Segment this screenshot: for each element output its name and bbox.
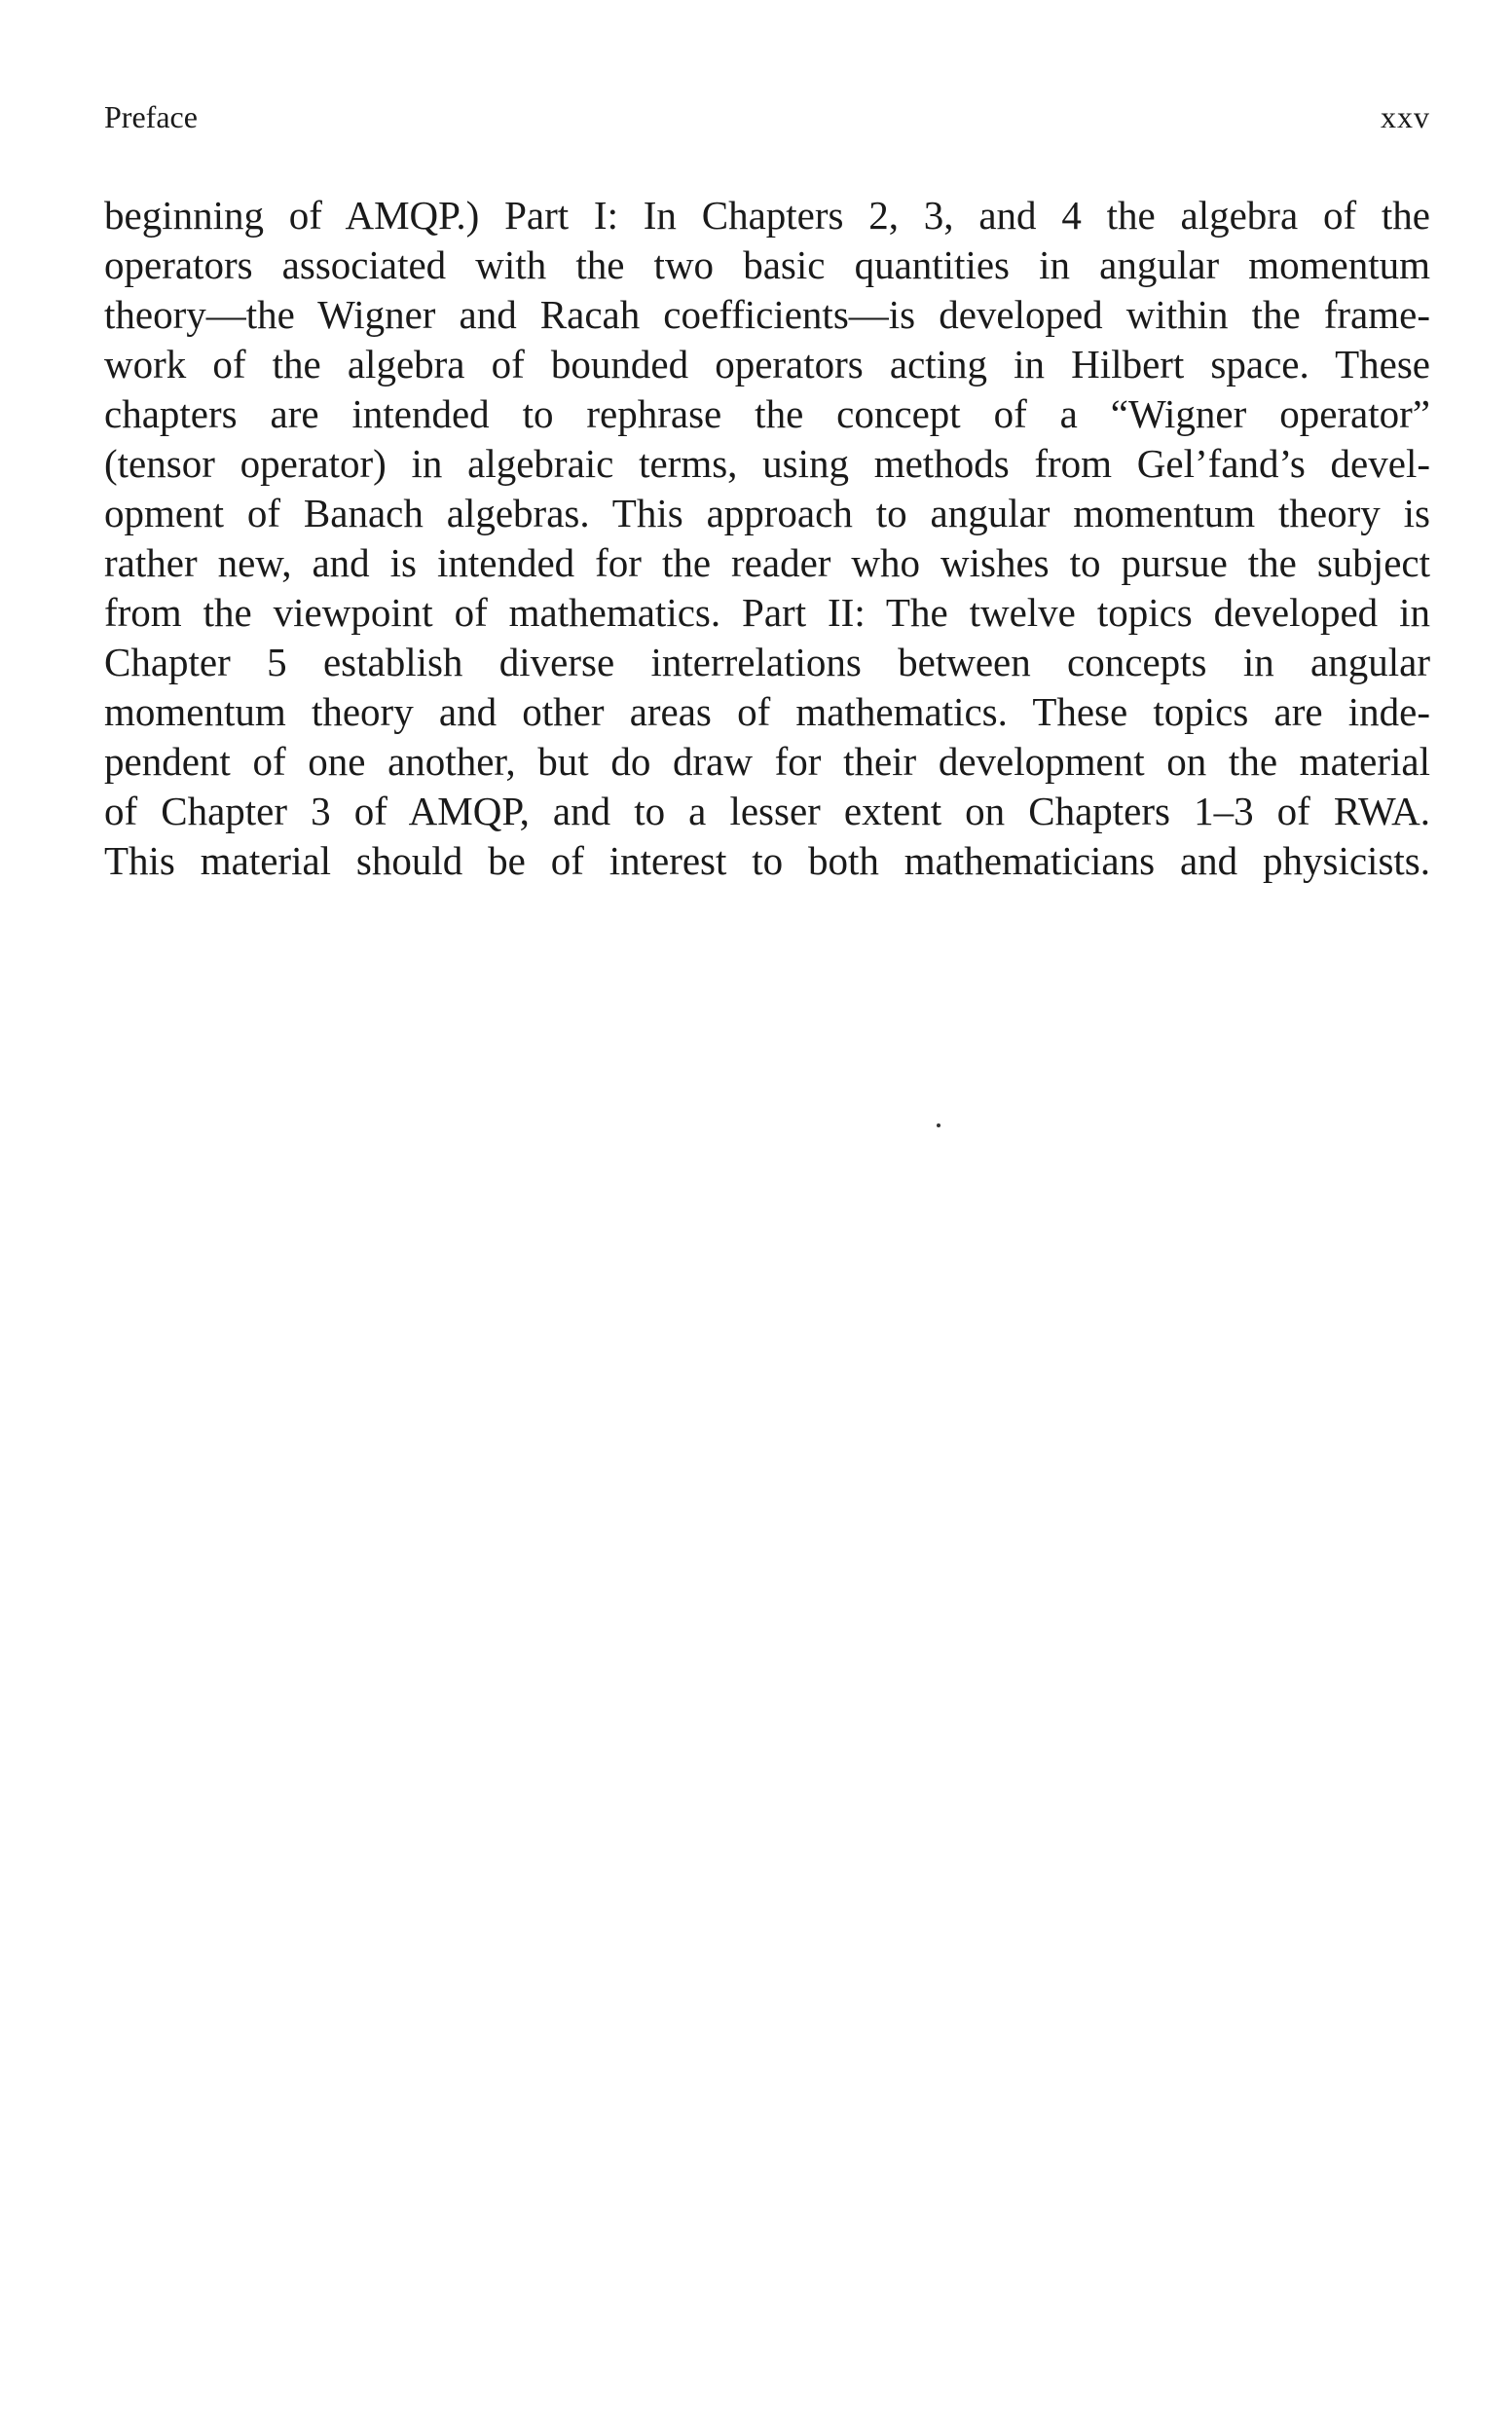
- preface-paragraph: [104, 191, 1430, 886]
- section-title: Preface: [104, 99, 198, 134]
- print-speck: [937, 1123, 940, 1127]
- text-line: Chapter 5 establish diverse interrelations between concepts in angular: [104, 640, 1430, 684]
- text-line: theory—the Wigner and Racah coefficients—is developed within the frame-: [104, 292, 1430, 337]
- text-line: from the viewpoint of mathematics. Part II: The twelve topics developed in: [104, 590, 1430, 635]
- text-line: This material should be of interest to both mathematicians and physicists.: [104, 838, 1430, 883]
- text-line: operators associated with the two basic quantities in angular momentum: [104, 242, 1430, 287]
- text-line: momentum theory and other areas of mathematics. These topics are inde-: [104, 689, 1430, 734]
- text-line: pendent of one another, but do draw for their development on the material: [104, 739, 1430, 784]
- text-line: (tensor operator) in algebraic terms, using methods from Gel’fand’s devel-: [104, 441, 1430, 486]
- page-number: xxv: [1381, 99, 1430, 134]
- text-line: opment of Banach algebras. This approach to angular momentum theory is: [104, 491, 1430, 535]
- text-line: rather new, and is intended for the reader who wishes to pursue the subject: [104, 540, 1430, 585]
- text-line: work of the algebra of bounded operators acting in Hilbert space. These: [104, 342, 1430, 386]
- text-line: of Chapter 3 of AMQP, and to a lesser extent on Chapters 1–3 of RWA.: [104, 789, 1430, 833]
- running-head: [104, 97, 1430, 136]
- text-line: beginning of AMQP.) Part I: In Chapters 2, 3, and 4 the algebra of the: [104, 193, 1430, 238]
- text-line: chapters are intended to rephrase the concept of a “Wigner operator”: [104, 391, 1430, 436]
